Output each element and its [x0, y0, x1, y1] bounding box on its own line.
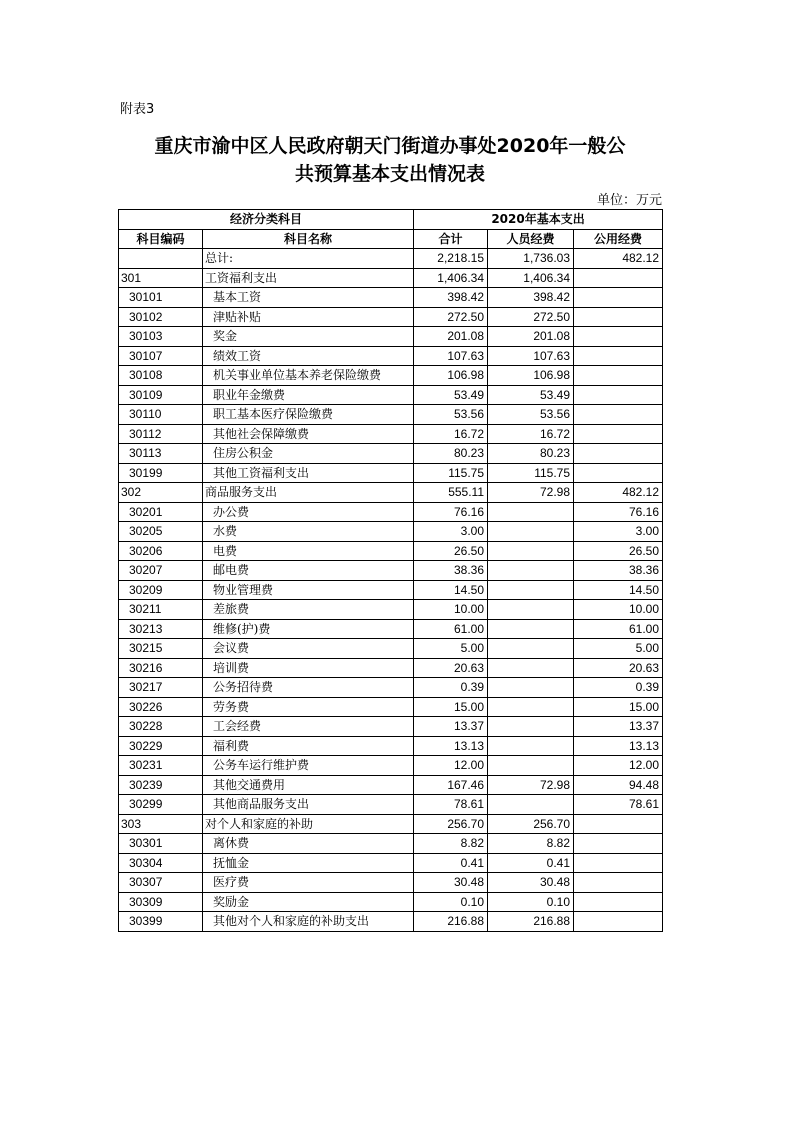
row-code: 301	[119, 268, 203, 288]
row-public: 0.39	[574, 678, 663, 698]
row-personnel	[488, 522, 574, 542]
row-name: 其他商品服务支出	[203, 795, 414, 815]
row-code: 30211	[119, 600, 203, 620]
row-code: 30229	[119, 736, 203, 756]
row-public	[574, 327, 663, 347]
row-total: 2,218.15	[414, 249, 488, 269]
table-row	[119, 424, 663, 444]
row-personnel: 107.63	[488, 346, 574, 366]
row-total: 15.00	[414, 697, 488, 717]
page-title	[118, 132, 662, 188]
row-code: 30307	[119, 873, 203, 893]
row-public	[574, 814, 663, 834]
row-total: 53.56	[414, 405, 488, 425]
row-name: 工资福利支出	[203, 268, 414, 288]
row-total: 3.00	[414, 522, 488, 542]
row-public: 38.36	[574, 561, 663, 581]
row-code: 30309	[119, 892, 203, 912]
header-total: 合计	[414, 229, 488, 249]
row-personnel: 53.49	[488, 385, 574, 405]
row-personnel	[488, 541, 574, 561]
row-name: 办公费	[203, 502, 414, 522]
row-total: 12.00	[414, 756, 488, 776]
row-name: 会议费	[203, 639, 414, 659]
table-row	[119, 385, 663, 405]
table-row	[119, 600, 663, 620]
table-row	[119, 502, 663, 522]
row-public: 94.48	[574, 775, 663, 795]
row-name: 公务招待费	[203, 678, 414, 698]
row-total: 26.50	[414, 541, 488, 561]
table-row	[119, 834, 663, 854]
row-name: 抚恤金	[203, 853, 414, 873]
row-public: 482.12	[574, 483, 663, 503]
row-name: 其他工资福利支出	[203, 463, 414, 483]
row-personnel: 80.23	[488, 444, 574, 464]
row-public	[574, 853, 663, 873]
table-row	[119, 268, 663, 288]
row-total: 13.13	[414, 736, 488, 756]
row-name: 邮电费	[203, 561, 414, 581]
table-row	[119, 444, 663, 464]
row-personnel: 72.98	[488, 775, 574, 795]
row-code: 30299	[119, 795, 203, 815]
table-row	[119, 775, 663, 795]
row-public: 20.63	[574, 658, 663, 678]
row-personnel: 30.48	[488, 873, 574, 893]
row-name: 奖励金	[203, 892, 414, 912]
row-public	[574, 873, 663, 893]
table-row	[119, 249, 663, 269]
table-row	[119, 307, 663, 327]
row-total: 80.23	[414, 444, 488, 464]
row-name: 奖金	[203, 327, 414, 347]
row-total: 115.75	[414, 463, 488, 483]
row-name: 其他交通费用	[203, 775, 414, 795]
row-personnel: 106.98	[488, 366, 574, 386]
row-code: 303	[119, 814, 203, 834]
table-row	[119, 873, 663, 893]
table-row	[119, 912, 663, 932]
row-code: 30112	[119, 424, 203, 444]
row-name: 水费	[203, 522, 414, 542]
row-personnel	[488, 639, 574, 659]
row-public	[574, 288, 663, 308]
row-public	[574, 366, 663, 386]
row-name: 差旅费	[203, 600, 414, 620]
row-name: 福利费	[203, 736, 414, 756]
row-public: 14.50	[574, 580, 663, 600]
row-name: 其他对个人和家庭的补助支出	[203, 912, 414, 932]
row-personnel: 216.88	[488, 912, 574, 932]
row-code: 30231	[119, 756, 203, 776]
row-code: 30102	[119, 307, 203, 327]
table-row	[119, 853, 663, 873]
row-name: 维修(护)费	[203, 619, 414, 639]
table-row	[119, 756, 663, 776]
table-row	[119, 658, 663, 678]
row-code: 30101	[119, 288, 203, 308]
row-personnel	[488, 678, 574, 698]
row-name: 基本工资	[203, 288, 414, 308]
row-total: 53.49	[414, 385, 488, 405]
row-name: 机关事业单位基本养老保险缴费	[203, 366, 414, 386]
budget-table	[118, 209, 663, 932]
row-public: 12.00	[574, 756, 663, 776]
row-code: 30207	[119, 561, 203, 581]
row-personnel: 201.08	[488, 327, 574, 347]
table-row	[119, 736, 663, 756]
row-name: 离休费	[203, 834, 414, 854]
row-total: 216.88	[414, 912, 488, 932]
row-code: 30239	[119, 775, 203, 795]
row-personnel: 72.98	[488, 483, 574, 503]
table-row	[119, 366, 663, 386]
row-public: 10.00	[574, 600, 663, 620]
table-row	[119, 814, 663, 834]
row-personnel	[488, 619, 574, 639]
header-code: 科目编码	[119, 229, 203, 249]
header-column-row	[119, 229, 663, 249]
row-personnel: 16.72	[488, 424, 574, 444]
row-public	[574, 424, 663, 444]
header-name: 科目名称	[203, 229, 414, 249]
table-row	[119, 327, 663, 347]
row-total: 167.46	[414, 775, 488, 795]
row-code: 30304	[119, 853, 203, 873]
table-row	[119, 405, 663, 425]
row-name: 职工基本医疗保险缴费	[203, 405, 414, 425]
row-total: 398.42	[414, 288, 488, 308]
row-personnel	[488, 756, 574, 776]
row-personnel	[488, 736, 574, 756]
row-personnel: 115.75	[488, 463, 574, 483]
row-public: 15.00	[574, 697, 663, 717]
row-code: 302	[119, 483, 203, 503]
table-row	[119, 346, 663, 366]
row-personnel	[488, 580, 574, 600]
row-public	[574, 444, 663, 464]
table-row	[119, 639, 663, 659]
row-personnel: 8.82	[488, 834, 574, 854]
row-total: 38.36	[414, 561, 488, 581]
attachment-label: 附表3	[120, 102, 155, 117]
row-public: 61.00	[574, 619, 663, 639]
table-row	[119, 795, 663, 815]
row-code: 30399	[119, 912, 203, 932]
unit-label: 单位：万元	[596, 193, 662, 208]
row-personnel: 398.42	[488, 288, 574, 308]
table-row	[119, 288, 663, 308]
row-code: 30199	[119, 463, 203, 483]
row-public: 78.61	[574, 795, 663, 815]
row-personnel: 272.50	[488, 307, 574, 327]
header-group-row	[119, 210, 663, 230]
row-public: 5.00	[574, 639, 663, 659]
table-row	[119, 892, 663, 912]
row-name: 其他社会保障缴费	[203, 424, 414, 444]
row-public	[574, 912, 663, 932]
row-total: 0.10	[414, 892, 488, 912]
row-public	[574, 307, 663, 327]
row-total: 107.63	[414, 346, 488, 366]
row-total: 14.50	[414, 580, 488, 600]
header-basic-expenditure: 2020年基本支出	[414, 210, 663, 230]
row-name: 电费	[203, 541, 414, 561]
row-code: 30205	[119, 522, 203, 542]
table-row	[119, 580, 663, 600]
row-name: 绩效工资	[203, 346, 414, 366]
row-total: 10.00	[414, 600, 488, 620]
row-personnel	[488, 658, 574, 678]
row-code	[119, 249, 203, 269]
row-personnel: 0.10	[488, 892, 574, 912]
row-code: 30209	[119, 580, 203, 600]
table-row	[119, 483, 663, 503]
table-row	[119, 619, 663, 639]
header-economic-category: 经济分类科目	[119, 210, 414, 230]
row-code: 30301	[119, 834, 203, 854]
row-personnel	[488, 795, 574, 815]
row-total: 272.50	[414, 307, 488, 327]
row-name: 培训费	[203, 658, 414, 678]
row-total: 0.39	[414, 678, 488, 698]
row-total: 106.98	[414, 366, 488, 386]
row-name: 公务车运行维护费	[203, 756, 414, 776]
row-public	[574, 834, 663, 854]
row-code: 30113	[119, 444, 203, 464]
header-personnel: 人员经费	[488, 229, 574, 249]
row-total: 61.00	[414, 619, 488, 639]
row-total: 555.11	[414, 483, 488, 503]
row-code: 30213	[119, 619, 203, 639]
table-row	[119, 697, 663, 717]
row-public	[574, 385, 663, 405]
row-public	[574, 892, 663, 912]
row-public	[574, 268, 663, 288]
row-code: 30107	[119, 346, 203, 366]
row-personnel	[488, 600, 574, 620]
row-total: 78.61	[414, 795, 488, 815]
row-name: 物业管理费	[203, 580, 414, 600]
row-name: 职业年金缴费	[203, 385, 414, 405]
row-public: 482.12	[574, 249, 663, 269]
row-code: 30215	[119, 639, 203, 659]
row-code: 30103	[119, 327, 203, 347]
row-code: 30228	[119, 717, 203, 737]
row-total: 76.16	[414, 502, 488, 522]
row-public: 13.37	[574, 717, 663, 737]
table-row	[119, 678, 663, 698]
row-name: 津贴补贴	[203, 307, 414, 327]
row-total: 0.41	[414, 853, 488, 873]
row-public: 26.50	[574, 541, 663, 561]
row-personnel	[488, 502, 574, 522]
row-public	[574, 463, 663, 483]
table-row	[119, 541, 663, 561]
table-row	[119, 717, 663, 737]
row-code: 30217	[119, 678, 203, 698]
row-personnel	[488, 697, 574, 717]
row-total: 256.70	[414, 814, 488, 834]
table-row	[119, 522, 663, 542]
table-row	[119, 561, 663, 581]
row-name: 对个人和家庭的补助	[203, 814, 414, 834]
row-personnel	[488, 561, 574, 581]
row-total: 20.63	[414, 658, 488, 678]
row-public: 76.16	[574, 502, 663, 522]
row-name: 医疗费	[203, 873, 414, 893]
table-body	[119, 249, 663, 932]
row-code: 30206	[119, 541, 203, 561]
row-code: 30109	[119, 385, 203, 405]
row-public: 3.00	[574, 522, 663, 542]
row-total: 30.48	[414, 873, 488, 893]
row-code: 30110	[119, 405, 203, 425]
row-personnel: 53.56	[488, 405, 574, 425]
row-public	[574, 346, 663, 366]
row-name: 工会经费	[203, 717, 414, 737]
header-public: 公用经费	[574, 229, 663, 249]
row-code: 30226	[119, 697, 203, 717]
row-name: 住房公积金	[203, 444, 414, 464]
row-name: 总计:	[203, 249, 414, 269]
row-total: 1,406.34	[414, 268, 488, 288]
row-total: 5.00	[414, 639, 488, 659]
row-personnel: 1,736.03	[488, 249, 574, 269]
table-row	[119, 463, 663, 483]
row-total: 201.08	[414, 327, 488, 347]
row-code: 30108	[119, 366, 203, 386]
title-line-1: 重庆市渝中区人民政府朝天门街道办事处2020年一般公	[154, 135, 626, 157]
row-personnel: 1,406.34	[488, 268, 574, 288]
row-total: 8.82	[414, 834, 488, 854]
row-code: 30201	[119, 502, 203, 522]
row-personnel: 256.70	[488, 814, 574, 834]
row-public: 13.13	[574, 736, 663, 756]
row-personnel	[488, 717, 574, 737]
row-public	[574, 405, 663, 425]
row-name: 劳务费	[203, 697, 414, 717]
row-personnel: 0.41	[488, 853, 574, 873]
row-name: 商品服务支出	[203, 483, 414, 503]
row-total: 13.37	[414, 717, 488, 737]
title-line-2: 共预算基本支出情况表	[294, 163, 485, 185]
row-code: 30216	[119, 658, 203, 678]
row-total: 16.72	[414, 424, 488, 444]
